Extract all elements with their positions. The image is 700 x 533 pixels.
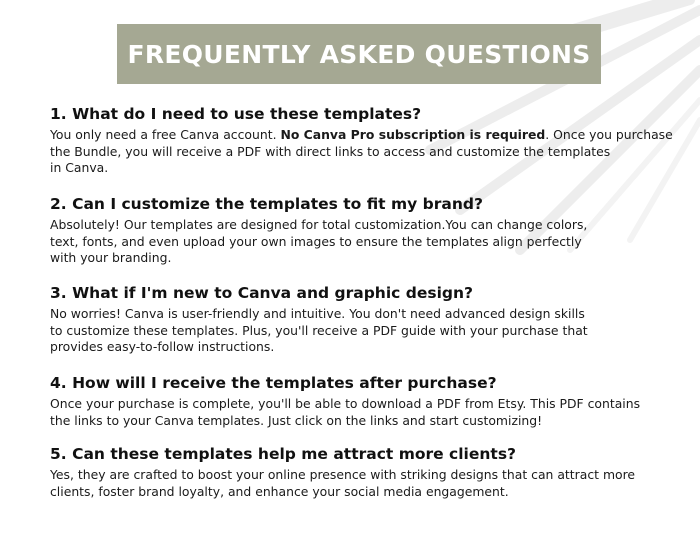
faq-answer-line: No worries! Canva is user-friendly and intuitive. You don't need advanced design skills xyxy=(50,306,585,321)
faq-answer xyxy=(50,467,670,500)
faq-item-5 xyxy=(50,444,670,500)
answer-bold-text: No Canva Pro subscription is required xyxy=(280,127,546,142)
faq-answer xyxy=(50,396,670,429)
faq-item-4 xyxy=(50,373,670,429)
faq-answer-line: with your branding. xyxy=(50,250,172,266)
faq-answer-line: Yes, they are crafted to boost your online presence with striking designs that can attract more xyxy=(50,467,636,482)
answer-text: . Once you purchase xyxy=(545,127,673,142)
faq-answer-line: to customize these templates. Plus, you'll receive a PDF guide with your purchase that xyxy=(50,322,588,338)
faq-answer-line: Absolutely! Our templates are designed for total customization.You can change colors, xyxy=(50,217,588,232)
faq-item-2 xyxy=(50,194,670,267)
faq-answer-line: text, fonts, and even upload your own images to ensure the templates align perfectly xyxy=(50,233,582,249)
faq-question: 5. Can these templates help me attract more clients? xyxy=(50,445,517,463)
faq-question: 4. How will I receive the templates after purchase? xyxy=(50,374,497,392)
faq-answer-line xyxy=(50,127,673,144)
faq-banner xyxy=(117,24,601,84)
faq-item-3 xyxy=(50,283,670,356)
faq-answer-line: in Canva. xyxy=(50,160,109,176)
faq-answer-line: provides easy-to-follow instructions. xyxy=(50,339,275,355)
faq-answer-line: the links to your Canva templates. Just click on the links and start customizing! xyxy=(50,412,543,428)
faq-item-1 xyxy=(50,104,673,177)
page-title: FREQUENTLY ASKED QUESTIONS xyxy=(127,39,591,69)
faq-answer-line: the Bundle, you will receive a PDF with direct links to access and customize the templates xyxy=(50,143,611,159)
faq-answer xyxy=(50,127,673,177)
faq-question: 3. What if I'm new to Canva and graphic design? xyxy=(50,284,474,302)
faq-question: 1. What do I need to use these templates? xyxy=(50,105,422,123)
answer-text: You only need a free Canva account. xyxy=(50,127,281,142)
faq-answer xyxy=(50,306,670,356)
faq-question: 2. Can I customize the templates to fit my brand? xyxy=(50,195,483,213)
faq-answer xyxy=(50,217,670,267)
faq-answer-line: Once your purchase is complete, you'll be able to download a PDF from Etsy. This PDF contains xyxy=(50,396,641,411)
faq-answer-line: clients, foster brand loyalty, and enhance your social media engagement. xyxy=(50,483,509,499)
